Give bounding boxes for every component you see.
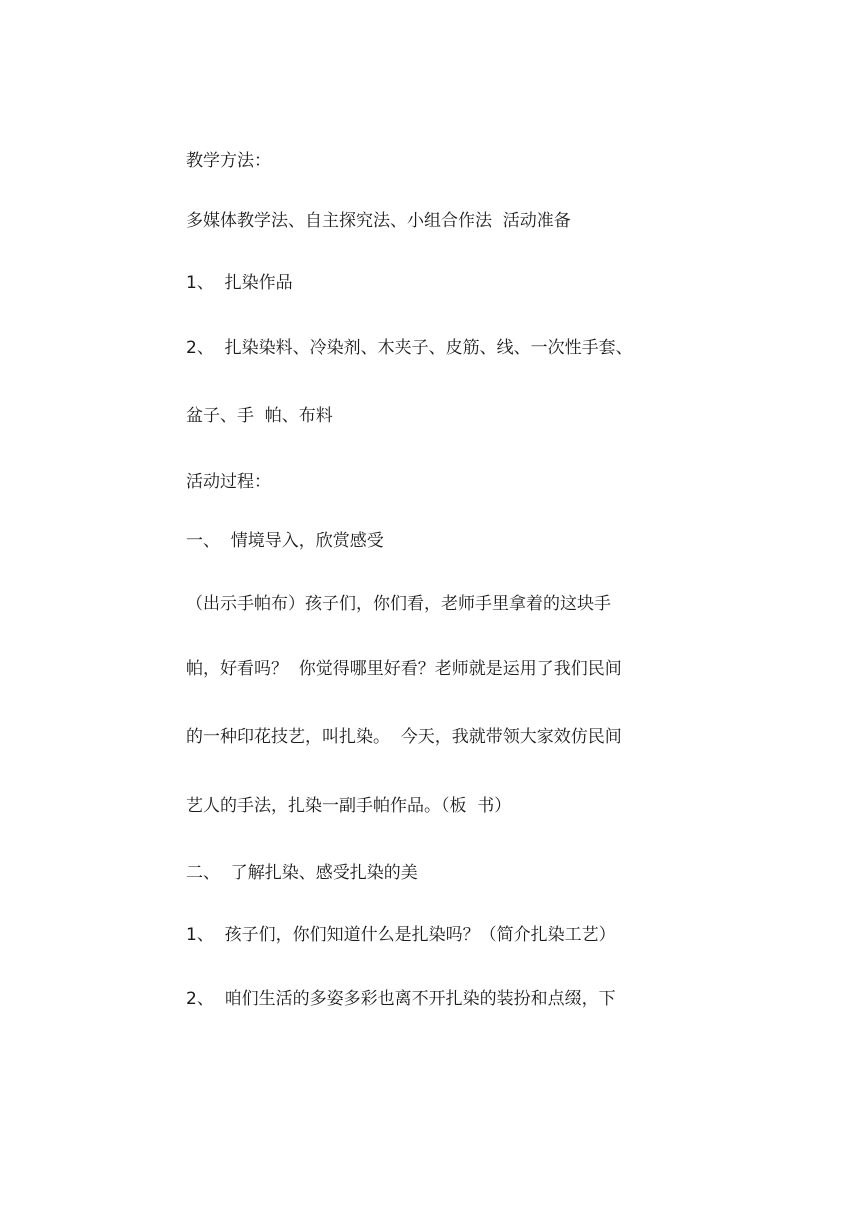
paragraph-methods: 多媒体教学法、自主探究法、小组合作法 活动准备	[186, 211, 571, 231]
list-item-materials-2-cont: 盆子、手 帕、布料	[186, 406, 333, 426]
section-heading-activity-process: 活动过程：	[186, 472, 271, 492]
paragraph-line: 的一种印花技艺，叫扎染。 今天，我就带领大家效仿民间	[186, 727, 622, 747]
list-item-materials-2: 2、 扎染染料、冷染剂、木夹子、皮筋、线、一次性手套、	[186, 338, 633, 358]
subheading-step-2: 二、 了解扎染、感受扎染的美	[186, 863, 418, 883]
paragraph-line: 艺人的手法，扎染一副手帕作品。（板 书）	[186, 796, 512, 816]
subheading-step-1: 一、 情境导入，欣赏感受	[186, 531, 384, 551]
paragraph-line: （出示手帕布）孩子们，你们看，老师手里拿着的这块手	[186, 594, 611, 614]
list-item-materials-1: 1、 扎染作品	[186, 273, 293, 293]
list-item-question-1: 1、 孩子们，你们知道什么是扎染吗？（简介扎染工艺）	[186, 925, 616, 945]
paragraph-line: 帕，好看吗？ 你觉得哪里好看？老师就是运用了我们民间	[186, 659, 622, 679]
list-item-question-2: 2、 咱们生活的多姿多彩也离不开扎染的装扮和点缀，下	[186, 989, 616, 1009]
section-heading-teaching-methods: 教学方法：	[186, 151, 271, 171]
